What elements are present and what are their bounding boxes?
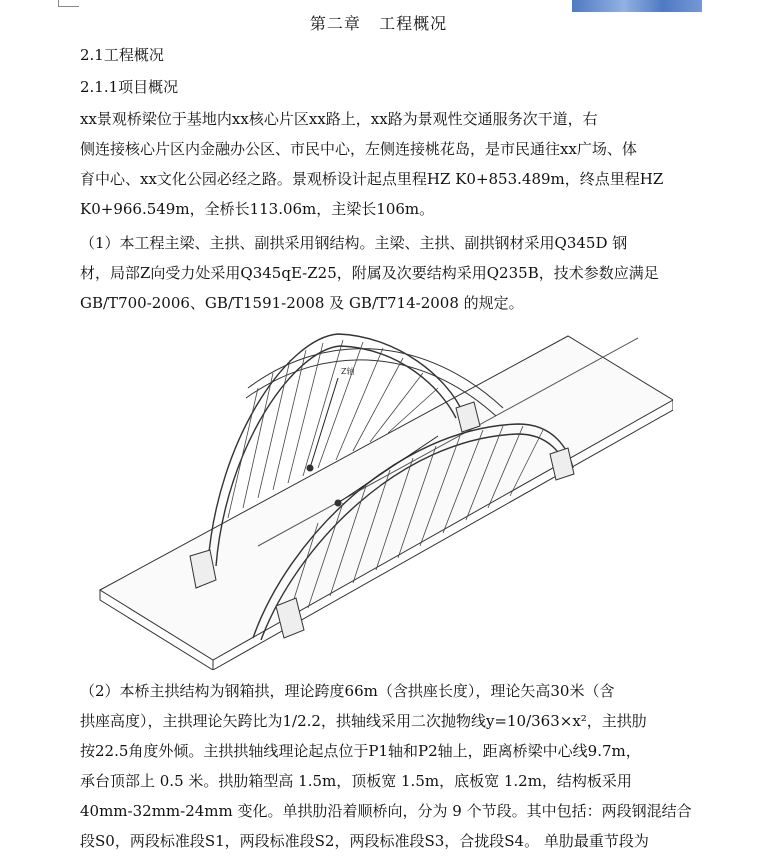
paragraph-line: 按22.5角度外倾。主拱拱轴线理论起点位于P1轴和P2轴上，距离桥梁中心线9.7m，	[80, 742, 641, 760]
axis-label: Z轴	[341, 367, 355, 376]
paragraph-line: 拱座高度），主拱理论矢跨比为1/2.2，拱轴线采用二次抛物线y=10/363×x²，主拱肋	[80, 712, 647, 730]
paragraph-line: xx景观桥梁位于基地内xx核心片区xx路上，xx路为景观性交通服务次干道，右	[80, 110, 598, 128]
paragraph-line: 承台顶部上 0.5 米。拱肋箱型高 1.5m，顶板宽 1.5m，底板宽 1.2m，结构板采用	[80, 772, 632, 790]
paragraph-line: 侧连接核心片区内金融办公区、市民中心，左侧连接桃花岛，是市民通往xx广场、体	[80, 140, 637, 158]
paragraph-line: （1）本工程主梁、主拱、副拱采用钢结构。主梁、主拱、副拱钢材采用Q345D 钢	[80, 234, 628, 252]
page-corner-mark	[58, 0, 79, 7]
paragraph-line: 段S0，两段标准段S1，两段标准段S2，两段标准段S3，合拢段S4。 单肋最重节段为	[80, 832, 649, 850]
paragraph-line: 材，局部Z向受力处采用Q345qE-Z25，附属及次要结构采用Q235B，技术参数应满足	[80, 264, 659, 282]
paragraph-main-arch	[80, 676, 692, 856]
paragraph-steel-structure	[80, 228, 682, 318]
paragraph-line: GB/T700-2006、GB/T1591-2008 及 GB/T714-2008 的规定。	[80, 294, 524, 312]
paragraph-line: （2）本桥主拱结构为钢箱拱，理论跨度66m（含拱座长度），理论矢高30米（含	[80, 682, 615, 700]
paragraph-line: K0+966.549m，全桥长113.06m，主梁长106m。	[80, 200, 435, 218]
paragraph-project-overview	[80, 104, 682, 224]
paragraph-line: 育中心、xx文化公园必经之路。景观桥设计起点里程HZ K0+853.489m，终点里程HZ	[80, 170, 664, 188]
bridge-arch-drawing	[98, 318, 673, 670]
section-heading: 2.1工程概况	[80, 46, 164, 64]
paragraph-line: 40mm-32mm-24mm 变化。单拱肋沿着顺桥向，分为 9 个节段。其中包括：两段钢混结合	[80, 802, 692, 820]
chapter-title: 第二章 工程概况	[309, 14, 448, 33]
subsection-heading: 2.1.1项目概况	[80, 78, 179, 96]
